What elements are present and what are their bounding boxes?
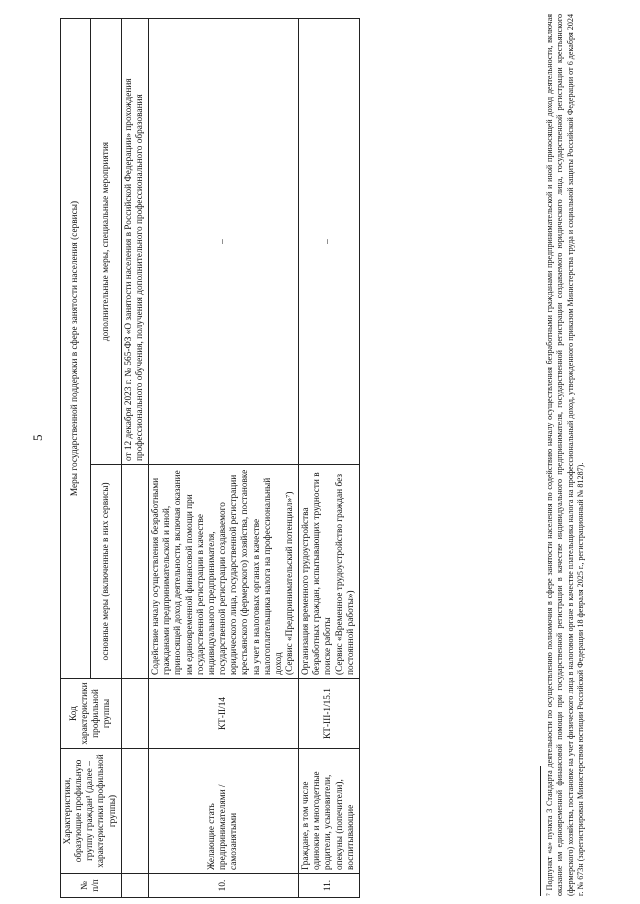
cell-empty: [121, 749, 148, 874]
table-row-continuation: [121, 19, 148, 898]
row-characteristics: Желающие стать предпринимателями / самозанятыми: [149, 749, 299, 874]
cell-empty: [121, 874, 148, 898]
row-characteristics: Граждане, в том числе одинокие и многодетные родители, усыновители, опекуны (попечители), воспитывающие: [299, 749, 360, 874]
header-measures: Меры государственной поддержки в сфере занятости населения (сервисы): [61, 19, 91, 679]
support-measures-table: [60, 18, 360, 898]
header-main-measures: основные меры (включенные в них сервисы): [91, 465, 121, 679]
row-code: КТ-II/14: [149, 679, 299, 749]
page-number: 5: [30, 434, 45, 441]
main-measure-service: (Сервис «Предпринимательский потенциал»⁷): [284, 491, 295, 675]
row-additional-measures: –: [149, 19, 299, 465]
main-measure-service: (Сервис «Временное трудоустройство граждан без постоянной работы»): [334, 474, 356, 675]
header-num: № п/п: [61, 874, 122, 898]
row-code: КТ-III-1/15.1: [299, 679, 360, 749]
main-measure-text: Организация временного трудоустройства безработных граждан, испытывающих трудности в поиске работы: [301, 472, 334, 675]
header-code: Код характеристики профильной группы: [61, 679, 122, 749]
main-measure-text: Содействие началу осуществления безработными гражданами предпринимательской и иной, приносящей доход деятельности, включая оказание им единовременной финансовой помощи при государственной регистрации в качестве индивидуального предпринимателя, государственной регистрации создаваемого юридического лица, государственной регистрации крестьянского (фермерского) хозяйства, постановке на учет в налоговых органах в качестве налогоплательщика налога на профессиональный доход: [151, 469, 284, 675]
header-characteristics: Характеристики, образующие профильную группу граждан¹ (далее – характеристики профильной группы): [61, 749, 122, 874]
cell-empty: [121, 679, 148, 749]
table-header-row: [61, 19, 91, 898]
row-additional-measures: –: [299, 19, 360, 465]
table-row: [149, 19, 299, 898]
row-main-measures: [299, 465, 360, 679]
cell-empty: [121, 465, 148, 679]
row-main-measures: [149, 465, 299, 679]
footnote: ⁷ Подпункт «а» пункта 3 Стандарта деятельности по осуществлению полномочия в сфере занятости населения по содействию началу осуществления безработными гражданами предпринимательской и иной приносящей доход деятельности, включая оказание им единовременной финансовой помощи при государственной регистрации в качестве индивидуального предпринимателя, государственной регистрации создаваемого юридического лица, государственной регистрации крестьянского (фермерского) хозяйства, постановке на учет физического лица в налоговом органе в качестве плательщика налога на профессиональный доход, утвержденного приказом Министерства труда и социальной защиты Российской Федерации от 6 декабря 2024 г. № 673н (зарегистрирован Министерством юстиции Российской Федерации 18 февраля 2025 г., регистрационный № 81287).: [545, 14, 586, 896]
header-additional-measures: дополнительные меры, специальные мероприятия: [91, 19, 121, 465]
additional-measures-continuation: от 12 декабря 2023 г. № 565-ФЗ «О занятости населения в Российской Федерации» прохождения профессионального обучения, получения дополнительного профессионального образования: [121, 19, 148, 465]
row-number: 10.: [149, 874, 299, 898]
table-row: [299, 19, 360, 898]
row-number: 11.: [299, 874, 360, 898]
footnote-divider: [540, 766, 541, 896]
